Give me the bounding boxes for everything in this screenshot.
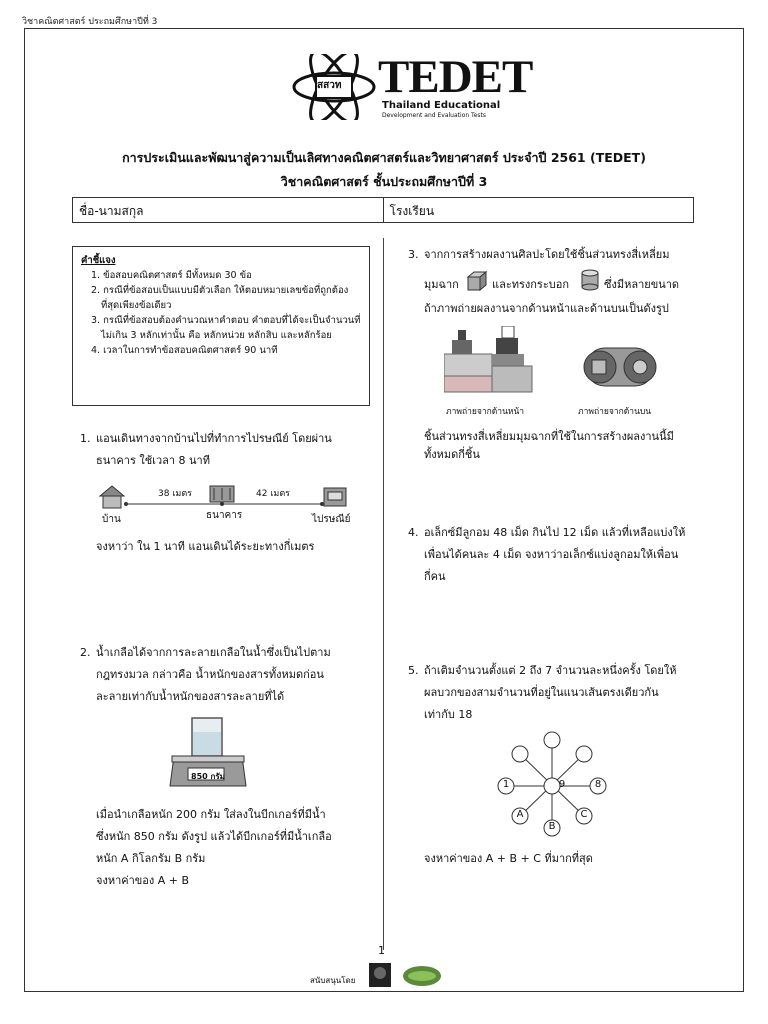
logo-seal-text: สสวท — [317, 80, 342, 91]
question-text: จงหาค่าของ A + B — [96, 874, 190, 887]
question-1 — [80, 428, 376, 472]
question-text: กี่คน — [424, 570, 446, 583]
name-school-box — [72, 197, 694, 223]
edupark-logo-icon — [402, 960, 442, 988]
question-text: ถ้าภาพถ่ายผลงานจากด้านหน้าและด้านบนเป็นดังรูป — [424, 302, 669, 315]
tedet-subtitle-small: Development and Evaluation Tests — [382, 112, 487, 119]
question-2-body — [96, 804, 378, 892]
cuboid-icon — [466, 270, 488, 292]
question-3 — [408, 244, 714, 266]
question-text: ธนาคาร ใช้เวลา 8 นาที — [96, 454, 210, 467]
instruction-item: 3. กรณีที่ข้อสอบต้องคำนวณหาคำตอบ คำตอบที่ได้จะเป็นจำนวนที่ไม่เกิน 3 หลักเท่านั้น คือ หลักหน่วย หลักสิบ และหลักร้อย — [91, 315, 361, 341]
question-number: 1. — [80, 432, 91, 445]
question-text: จงหาว่า ใน 1 นาที แอนเดินได้ระยะทางกี่เมตร — [96, 540, 315, 553]
school-field[interactable]: โรงเรียน — [383, 198, 694, 222]
question-text: เท่ากับ 18 — [424, 708, 473, 721]
top-view-figure — [576, 344, 664, 392]
question-text: ซึ่งมีหลายขนาด — [604, 278, 680, 291]
question-text: ซึ่งหนัก 850 กรัม ดังรูป แล้วได้บีกเกอร์ที่มีน้ำเกลือ — [96, 830, 332, 843]
question-text: ทั้งหมดกี่ชิ้น — [424, 448, 480, 461]
front-view-caption: ภาพถ่ายจากด้านหน้า — [446, 407, 525, 417]
page-number: 1 — [378, 944, 385, 957]
question-text: กฎทรงมวล กล่าวคือ น้ำหนักของสารทั้งหมดก่อน — [96, 668, 324, 681]
post-office-icon — [324, 488, 346, 506]
exam-subject: วิชาคณิตศาสตร์ ชั้นประถมศึกษาปีที่ 3 — [280, 174, 488, 189]
question-text: และทรงกระบอก — [492, 278, 569, 291]
question-text: ละลายเท่ากับน้ำหนักของสารละลายที่ได้ — [96, 690, 285, 703]
running-header: วิชาคณิตศาสตร์ ประถมศึกษาปีที่ 3 — [22, 17, 158, 27]
question-3-ask — [424, 428, 714, 464]
instruction-item: 4. เวลาในการทำข้อสอบคณิตศาสตร์ 90 นาที — [91, 345, 278, 356]
front-view-figure — [444, 326, 540, 394]
question-text: แอนเดินทางจากบ้านไปที่ทำการไปรษณีย์ โดยผ่าน — [96, 432, 332, 445]
question-text: ผลบวกของสามจำนวนที่อยู่ในแนวเส้นตรงเดียวกัน — [424, 686, 659, 699]
sponsor-logo-icon — [368, 962, 392, 988]
tedet-subtitle: Thailand Educational — [382, 100, 501, 111]
question-text: ถ้าเติมจำนวนตั้งแต่ 2 ถึง 7 จำนวนละหนึ่งครั้ง โดยให้ — [424, 664, 677, 677]
question-text: จงหาค่าของ A + B + C ที่มากที่สุด — [424, 852, 593, 865]
column-divider — [383, 238, 384, 950]
question-text: ชิ้นส่วนทรงสี่เหลี่ยมมุมฉากที่ใช้ในการสร้างผลงานนี้มี — [424, 430, 674, 443]
home-label: บ้าน — [102, 514, 121, 525]
name-field[interactable]: ชื่อ-นามสกุล — [79, 204, 144, 218]
question-text: มุมฉาก — [424, 278, 459, 291]
question-number: 5. — [408, 664, 419, 677]
exam-title: การประเมินและพัฒนาสู่ความเป็นเลิศทางคณิตศาสตร์และวิทยาศาสตร์ ประจำปี 2561 (TEDET) — [122, 150, 646, 165]
support-label: สนับสนุนโดย — [310, 976, 356, 985]
center-number: 9 — [558, 779, 566, 790]
question-text: จากการสร้างผลงานศิลปะโดยใช้ชิ้นส่วนทรงสี่เหลี่ยม — [424, 248, 670, 261]
question-2 — [80, 642, 376, 708]
top-view-caption: ภาพถ่ายจากด้านบน — [578, 407, 652, 417]
question-number: 3. — [408, 248, 419, 261]
house-icon — [100, 486, 124, 508]
question-4 — [408, 522, 724, 588]
instruction-item: 1. ข้อสอบคณิตศาสตร์ มีทั้งหมด 30 ข้อ — [91, 270, 252, 281]
instructions-heading: คำชี้แจง — [81, 255, 116, 266]
cylinder-icon — [580, 268, 600, 292]
bank-icon — [210, 486, 234, 502]
question-text: เมื่อนำเกลือหนัก 200 กรัม ใส่ลงในบีกเกอร์ที่มีน้ำ — [96, 808, 326, 821]
question-text: อเล็กซ์มีลูกอม 48 เม็ด กินไป 12 เม็ด แล้วที่เหลือแบ่งให้ — [424, 526, 686, 539]
question-5 — [408, 660, 724, 726]
distance-label: 38 เมตร — [158, 489, 193, 499]
question-text: หนัก A กิโลกรัม B กรัม — [96, 852, 206, 865]
question-text: เพื่อนได้คนละ 4 เม็ด จงหาว่าอเล็กซ์แบ่งลูกอมให้เพื่อน — [424, 548, 679, 561]
post-label: ไปรษณีย์ — [312, 514, 351, 525]
distance-label: 42 เมตร — [256, 489, 291, 499]
instructions-box — [72, 246, 370, 406]
circle-b: B — [548, 821, 556, 832]
circle-a: A — [516, 809, 524, 820]
question-number: 2. — [80, 646, 91, 659]
instruction-item: 2. กรณีที่ข้อสอบเป็นแบบมีตัวเลือก ให้ตอบหมายเลขข้อที่ถูกต้องที่สุดเพียงข้อเดียว — [91, 285, 349, 311]
circle-c: C — [580, 809, 588, 820]
tedet-brand: TEDET — [378, 51, 533, 103]
question-number: 4. — [408, 526, 419, 539]
question-text: น้ำเกลือได้จากการละลายเกลือในน้ำซึ่งเป็นไปตาม — [96, 646, 331, 659]
right-number: 8 — [594, 779, 602, 790]
scale-reading: 850 กรัม — [191, 772, 225, 781]
bank-label: ธนาคาร — [206, 510, 243, 521]
left-number: 1 — [502, 779, 510, 790]
